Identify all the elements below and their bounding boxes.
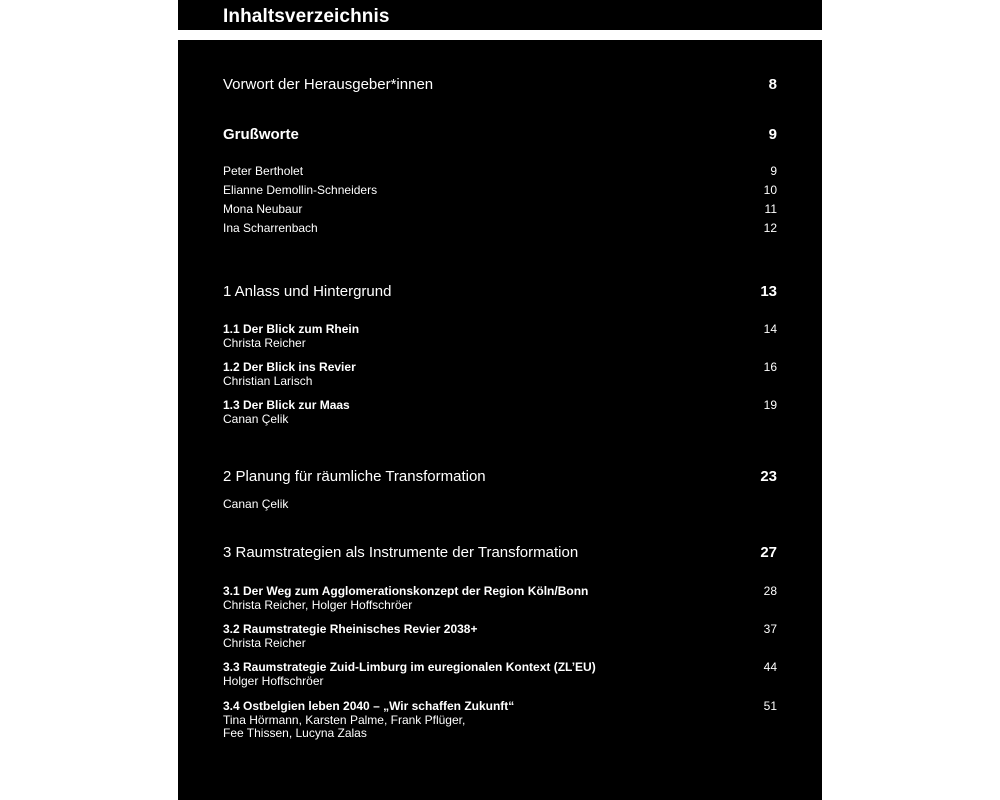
toc-heading-title: Grußworte <box>223 126 299 143</box>
toc-entry-title: 3.3 Raumstrategie Zuid-Limburg im euregionalen Kontext (ZL’EU) <box>223 660 596 674</box>
toc-heading-title: 2 Planung für räumliche Transformation <box>223 468 486 485</box>
toc-page-number: 27 <box>760 544 777 561</box>
toc-page-number: 28 <box>763 584 777 598</box>
toc-chapter-2-author <box>223 497 777 511</box>
toc-entry[interactable] <box>223 585 777 612</box>
toc-item-name: Canan Çelik <box>223 497 289 511</box>
toc-entry[interactable] <box>223 323 777 350</box>
toc-grussworte[interactable] <box>223 126 777 143</box>
toc-heading-title: 1 Anlass und Hintergrund <box>223 283 392 300</box>
toc-heading-title: Vorwort der Herausgeber*innen <box>223 76 434 93</box>
toc-page-number: 16 <box>763 360 777 374</box>
toc-page-number: 12 <box>763 221 777 235</box>
toc-heading-title: 3 Raumstrategien als Instrumente der Transformation <box>223 544 579 561</box>
toc-entry-author: Tina Hörmann, Karsten Palme, Frank Pflüger, <box>223 712 466 727</box>
toc-entry-author: Christa Reicher <box>223 635 306 650</box>
toc-item[interactable] <box>223 202 777 216</box>
toc-entry-title: 3.4 Ostbelgien leben 2040 – „Wir schaffen Zukunft“ <box>223 699 515 713</box>
toc-entry-author: Canan Çelik <box>223 411 289 426</box>
toc-entry-title: 1.1 Der Blick zum Rhein <box>223 322 360 336</box>
toc-page-number: 10 <box>763 183 777 197</box>
toc-page-number: 8 <box>768 76 777 93</box>
toc-page-number: 51 <box>763 699 777 713</box>
toc-page-number: 19 <box>763 398 777 412</box>
toc-panel <box>178 40 822 800</box>
toc-page-number: 23 <box>760 468 777 485</box>
toc-page-number: 9 <box>768 126 777 143</box>
toc-entry[interactable] <box>223 399 777 426</box>
toc-item-name: Elianne Demollin-Schneiders <box>223 183 378 197</box>
toc-item[interactable] <box>223 221 777 235</box>
toc-chapter-2[interactable] <box>223 468 777 485</box>
toc-page-number: 9 <box>770 164 777 178</box>
toc-page-number: 14 <box>763 322 777 336</box>
toc-entry-author: Christa Reicher, Holger Hoffschröer <box>223 597 413 612</box>
toc-vorwort[interactable] <box>223 76 777 93</box>
toc-page-number: 37 <box>763 622 777 636</box>
toc-entry-author: Christian Larisch <box>223 373 313 388</box>
toc-chapter-1[interactable] <box>223 283 777 300</box>
page-title: Inhaltsverzeichnis <box>223 6 390 27</box>
toc-page-number: 11 <box>764 202 777 216</box>
toc-entry-title: 3.1 Der Weg zum Agglomerationskonzept der Region Köln/Bonn <box>223 584 589 598</box>
toc-item[interactable] <box>223 183 777 197</box>
toc-page-number: 44 <box>763 660 777 674</box>
toc-entry[interactable] <box>223 361 777 388</box>
toc-entry[interactable] <box>223 661 777 688</box>
toc-entry-title: 1.3 Der Blick zur Maas <box>223 398 350 412</box>
toc-item-name: Ina Scharrenbach <box>223 221 318 235</box>
toc-entry[interactable] <box>223 700 777 741</box>
toc-entry[interactable] <box>223 623 777 650</box>
toc-entry-author: Christa Reicher <box>223 335 306 350</box>
toc-item[interactable] <box>223 164 777 178</box>
title-bar <box>178 0 822 30</box>
toc-item-name: Peter Bertholet <box>223 164 304 178</box>
toc-chapter-3[interactable] <box>223 544 777 561</box>
toc-entry-title: 1.2 Der Blick ins Revier <box>223 360 356 374</box>
toc-item-name: Mona Neubaur <box>223 202 303 216</box>
toc-entry-author: Holger Hoffschröer <box>223 673 324 688</box>
toc-entry-title: 3.2 Raumstrategie Rheinisches Revier 2038+ <box>223 622 478 636</box>
toc-entry-author: Fee Thissen, Lucyna Zalas <box>223 726 367 740</box>
toc-page-number: 13 <box>760 283 777 300</box>
